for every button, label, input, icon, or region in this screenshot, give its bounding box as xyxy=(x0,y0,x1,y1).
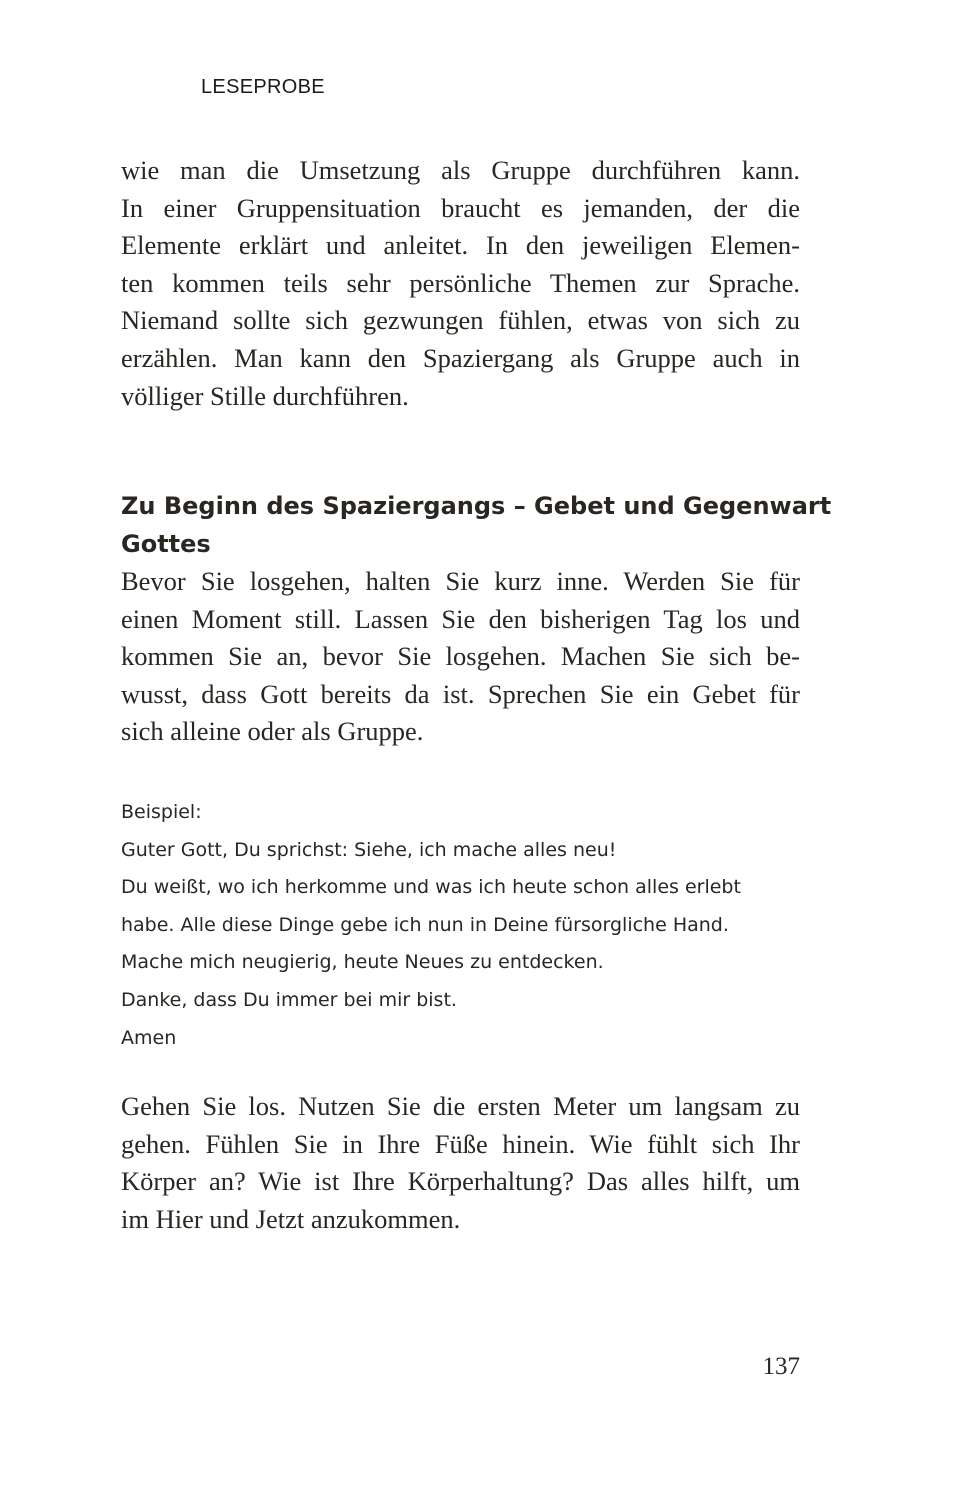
header-label: LESEPROBE xyxy=(201,76,325,98)
paragraph-before-walk xyxy=(121,563,800,751)
prayer-line: Danke, dass Du immer bei mir bist. xyxy=(121,988,457,1011)
text-line: Bevor Sie losgehen, halten Sie kurz inne. Werden Sie für xyxy=(121,566,800,596)
text-line: erzählen. Man kann den Spaziergang als Gruppe auch in xyxy=(121,342,800,373)
page-number: 137 xyxy=(762,1353,800,1380)
paragraph-intro xyxy=(121,152,800,415)
prayer-line: Du weißt, wo ich herkomme und was ich heute schon alles erlebt xyxy=(121,876,741,899)
text-line: wie man die Umsetzung als Gruppe durchführen kann. xyxy=(121,155,800,185)
section-heading xyxy=(121,487,832,563)
text-line: ten kommen teils sehr persönliche Themen zur Sprache. xyxy=(121,267,800,298)
text-line: In einer Gruppensituation braucht es jemanden, der die xyxy=(121,192,800,223)
text-line: Niemand sollte sich gezwungen fühlen, etwas von sich zu xyxy=(121,305,800,336)
prayer-line: habe. Alle diese Dinge gebe ich nun in Deine fürsorgliche Hand. xyxy=(121,913,729,936)
text-line: völliger Stille durchführen. xyxy=(121,380,409,411)
text-line: sich alleine oder als Gruppe. xyxy=(121,716,424,747)
prayer-line: Amen xyxy=(121,1026,177,1049)
text-line: einen Moment still. Lassen Sie den bisherigen Tag los und xyxy=(121,603,800,634)
text-line: Elemente erklärt und anleitet. In den jeweiligen Elemen- xyxy=(121,230,800,261)
prayer-line: Beispiel: xyxy=(121,801,202,823)
text-line: im Hier und Jetzt anzukommen. xyxy=(121,1203,461,1234)
heading-line: Zu Beginn des Spaziergangs – Gebet und Gegenwart xyxy=(121,492,832,520)
text-line: Körper an? Wie ist Ihre Körperhaltung? Das alles hilft, um xyxy=(121,1166,800,1197)
heading-line: Gottes xyxy=(121,530,211,558)
text-line: gehen. Fühlen Sie in Ihre Füße hinein. Wie fühlt sich Ihr xyxy=(121,1128,800,1159)
text-line: kommen Sie an, bevor Sie losgehen. Machen Sie sich be- xyxy=(121,641,800,672)
prayer-line: Guter Gott, Du sprichst: Siehe, ich mache alles neu! xyxy=(121,838,617,861)
text-line: Gehen Sie los. Nutzen Sie die ersten Meter um langsam zu xyxy=(121,1091,800,1121)
prayer-line: Mache mich neugierig, heute Neues zu entdecken. xyxy=(121,951,604,974)
prayer-example xyxy=(121,794,741,1057)
paragraph-start-walking xyxy=(121,1088,800,1238)
text-line: wusst, dass Gott bereits da ist. Sprechen Sie ein Gebet für xyxy=(121,678,800,709)
